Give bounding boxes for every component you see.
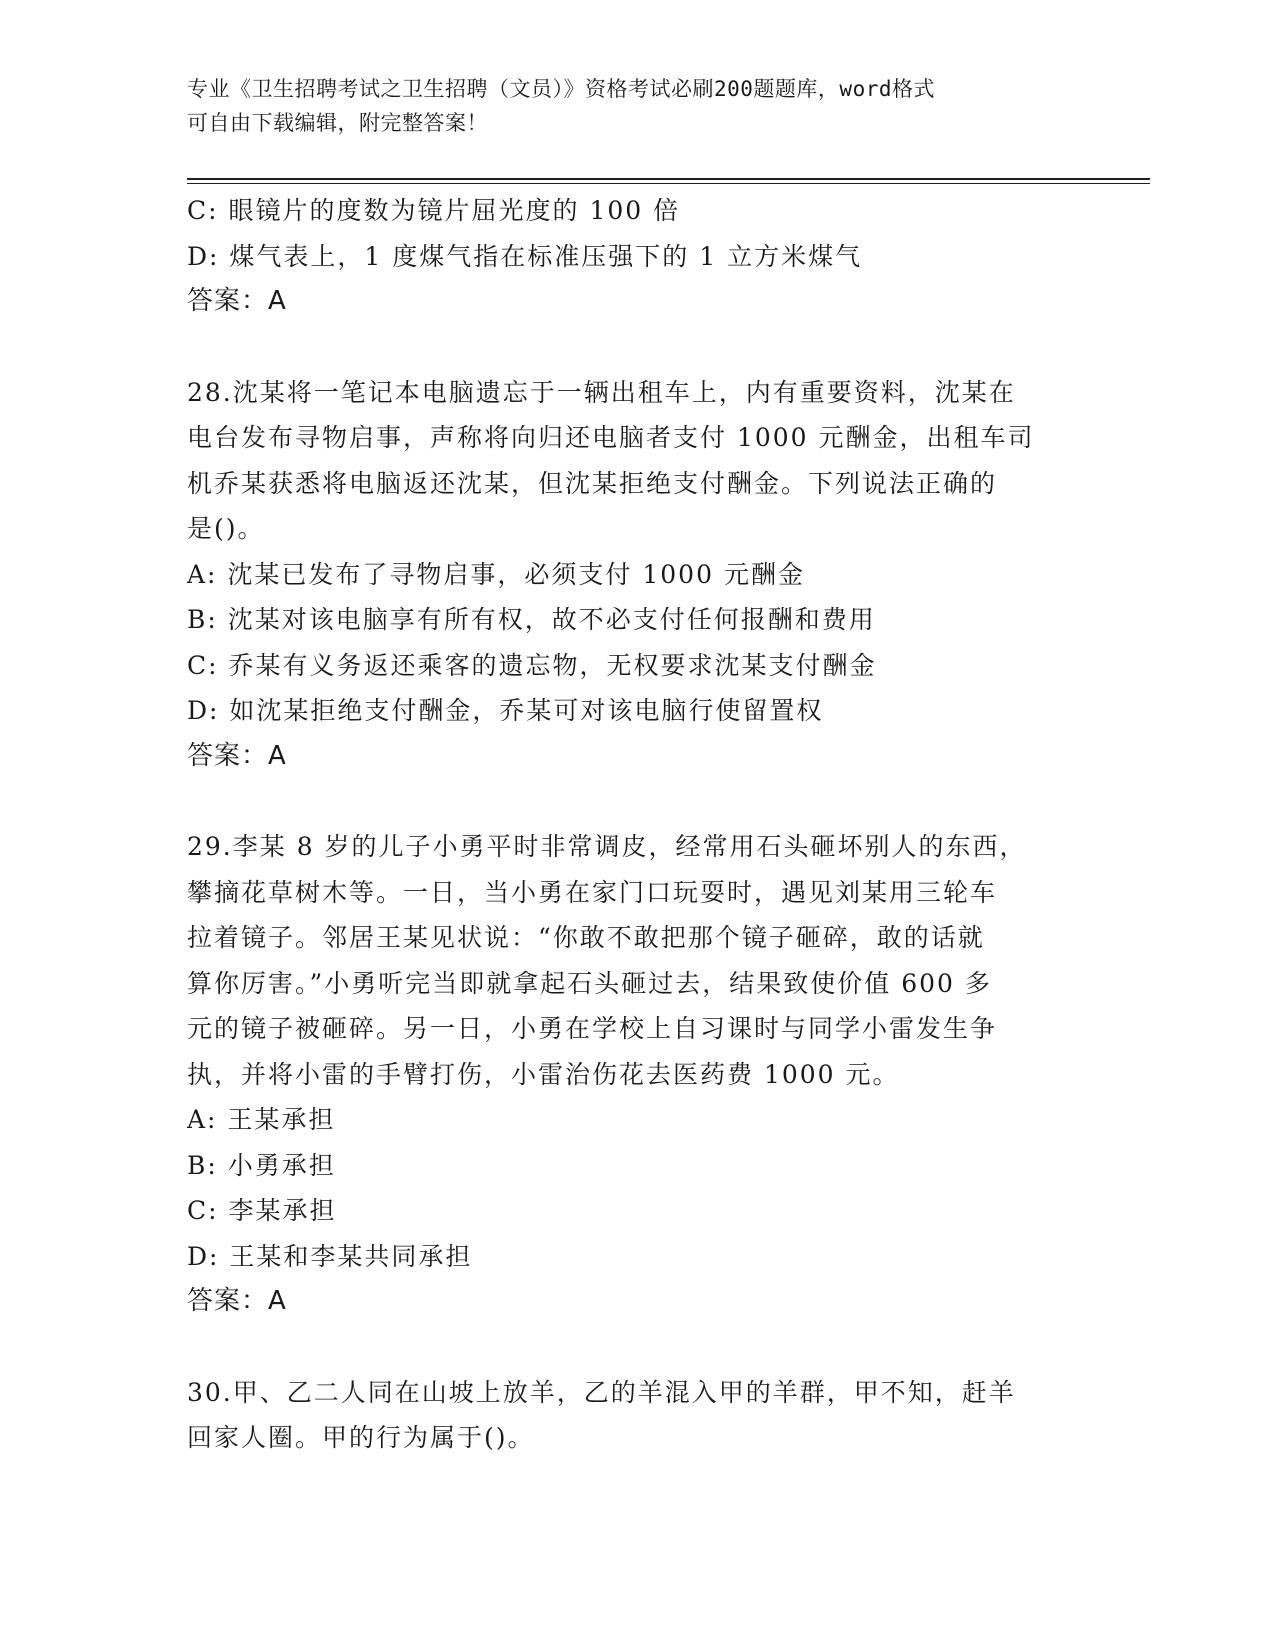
stem-line: 28.沈某将一笔记本电脑遗忘于一辆出租车上，内有重要资料，沈某在 — [187, 377, 1016, 407]
stem-line: 回家人圈。甲的行为属于()。 — [187, 1423, 535, 1452]
question-27-tail — [187, 188, 1067, 325]
question-content — [187, 188, 1067, 1461]
option-d: D: 煤气表上，1 度煤气指在标准压强下的 1 立方米煤气 — [187, 241, 863, 271]
option-b: B: 沈某对该电脑享有所有权，故不必支付任何报酬和费用 — [187, 605, 876, 634]
spacer — [187, 779, 1067, 824]
option-b: B: 小勇承担 — [187, 1150, 336, 1180]
stem-line: 执，并将小雷的手臂打伤，小雷治伤花去医药费 1000 元。 — [187, 1059, 900, 1089]
header-title-line-2: 可自由下载编辑，附完整答案！ — [187, 111, 488, 135]
question-28 — [187, 370, 1067, 780]
page-header — [187, 72, 1067, 140]
header-divider-thick — [187, 178, 1150, 180]
header-divider-thin — [187, 183, 1150, 184]
question-29 — [187, 824, 1067, 1325]
option-c: C: 眼镜片的度数为镜片屈光度的 100 倍 — [187, 196, 681, 225]
question-stem — [187, 370, 1067, 552]
header-title-line-1: 专业《卫生招聘考试之卫生招聘（文员）》资格考试必刷200题题库，word格式 — [187, 77, 935, 101]
option-a: A: 王某承担 — [187, 1105, 336, 1134]
stem-line: 电台发布寻物启事，声称将向归还电脑者支付 1000 元酬金，出租车司 — [187, 423, 1035, 452]
question-stem — [187, 1370, 1067, 1461]
stem-line: 拉着镜子。邻居王某见状说：“你敢不敢把那个镜子砸碎，敢的话就 — [187, 923, 985, 952]
spacer — [187, 325, 1067, 370]
stem-line: 29.李某 8 岁的儿子小勇平时非常调皮，经常用石头砸坏别人的东西， — [187, 832, 1027, 861]
option-d: D: 如沈某拒绝支付酬金，乔某可对该电脑行使留置权 — [187, 696, 824, 725]
stem-line: 机乔某获悉将电脑返还沈某，但沈某拒绝支付酬金。下列说法正确的 — [187, 468, 998, 498]
option-c: C: 李某承担 — [187, 1196, 337, 1225]
stem-line: 30.甲、乙二人同在山坡上放羊，乙的羊混入甲的羊群，甲不知，赶羊 — [187, 1377, 1016, 1407]
option-a: A: 沈某已发布了寻物启事，必须支付 1000 元酬金 — [187, 559, 805, 589]
stem-line: 是()。 — [187, 514, 265, 543]
stem-line: 攀摘花草树木等。一日，当小勇在家门口玩耍时，遇见刘某用三轮车 — [187, 877, 998, 907]
question-30 — [187, 1370, 1067, 1461]
question-stem — [187, 824, 1067, 1097]
spacer — [187, 1325, 1067, 1370]
answer-line: 答案：A — [187, 740, 287, 771]
stem-line: 算你厉害。”小勇听完当即就拿起石头砸过去，结果致使价值 600 多 — [187, 968, 992, 998]
option-c: C: 乔某有义务返还乘客的遗忘物，无权要求沈某支付酬金 — [187, 650, 877, 680]
stem-line: 元的镜子被砸碎。另一日，小勇在学校上自习课时与同学小雷发生争 — [187, 1014, 998, 1043]
answer-line: 答案：A — [187, 1286, 287, 1316]
answer-line: 答案：A — [187, 286, 287, 316]
option-d: D: 王某和李某共同承担 — [187, 1241, 473, 1271]
